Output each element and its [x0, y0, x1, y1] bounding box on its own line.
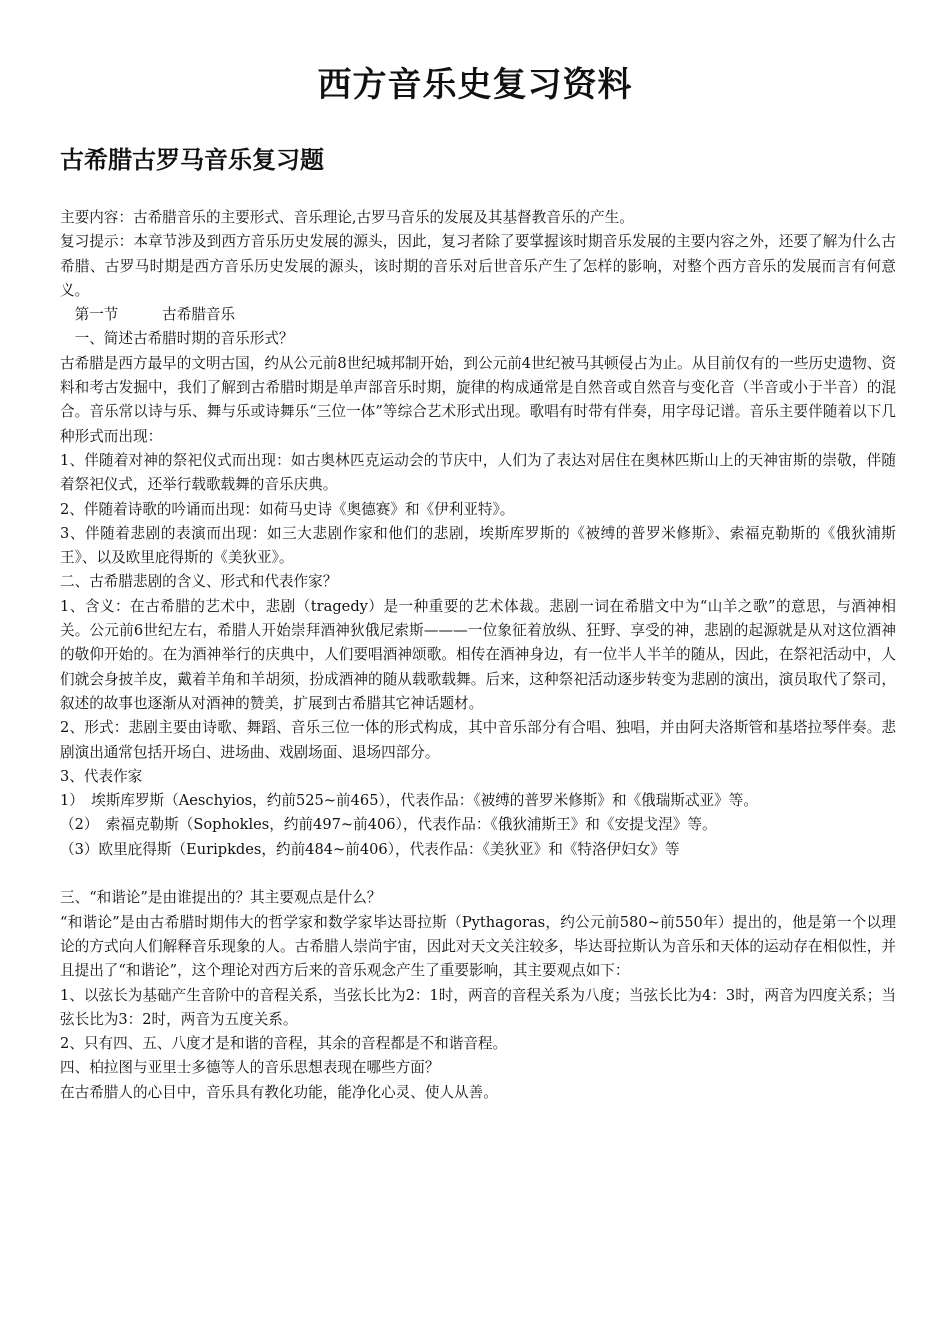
- paragraph-tragedy-meaning: 1、含义：在古希腊的艺术中，悲剧（tragedy）是一种重要的艺术体裁。悲剧一词在希腊文中为“山羊之歌”的意思，与酒神相关。公元前6世纪左右，希腊人开始崇拜酒神狄俄尼索斯———一位象征着放纵、狂野、享受的神，悲剧的起源就是从对这位酒神的敬仰开始的。在为酒神举行的庆典中，人们要唱酒神颂歌。相传在酒神身边，有一位半人半羊的随从，因此，在祭祀活动中，人们就会身披羊皮，戴着羊角和羊胡须，扮成酒神的随从载歌载舞。后来，这种祭祀活动逐步转变为悲剧的演出，演员取代了祭司，叙述的故事也逐渐从对酒神的赞美，扩展到古希腊其它神话题材。: [60, 597, 896, 712]
- document-body: [60, 206, 896, 1105]
- blank-line: [60, 862, 896, 886]
- harmony-point-1: 1、以弦长为基础产生音阶中的音程关系，当弦长比为2：1时，两音的音程关系为八度；当弦长比为4：3时，两音为四度关系；当弦长比为3：2时，两音为五度关系。: [60, 986, 896, 1028]
- author-item-2: （2） 索福克勒斯（Sophokles，约前497~前406），代表作品：《俄狄浦斯王》和《安提戈涅》等。: [60, 816, 717, 834]
- author-item-3: （3）欧里庇得斯（Euripkdes，约前484~前406），代表作品：《美狄亚》和《特洛伊妇女》等: [60, 840, 680, 858]
- section-heading: 古希腊古罗马音乐复习题: [60, 146, 324, 174]
- list-item-3: 3、伴随着悲剧的表演而出现：如三大悲剧作家和他们的悲剧，埃斯库罗斯的《被缚的普罗米修斯》、索福克勒斯的《俄狄浦斯王》、以及欧里庇得斯的《美狄亚》。: [60, 524, 896, 567]
- paragraph-music-education: 在古希腊人的心目中，音乐具有教化功能，能净化心灵、使人从善。: [60, 1083, 498, 1101]
- paragraph-harmony-theory: “和谐论”是由古希腊时期伟大的哲学家和数学家毕达哥拉斯（Pythagoras，约公元前580~前550年）提出的，他是第一个以理论的方式向人们解释音乐现象的人。古希腊人崇尚宇宙，因此对天文关注较多，毕达哥拉斯认为音乐和天体的运动存在相似性，并且提出了“和谐论”，这个理论对西方后来的音乐观念产生了重要影响，其主要观点如下：: [60, 913, 896, 980]
- document-title: 西方音乐史复习资料: [317, 65, 633, 105]
- paragraph-representatives: 3、代表作家: [60, 767, 143, 785]
- section-label-1: 第一节 古希腊音乐: [60, 306, 236, 324]
- harmony-point-2: 2、只有四、五、八度才是和谐的音程，其余的音程都是不和谐音程。: [60, 1035, 508, 1053]
- question-3: 三、“和谐论”是由谁提出的？其主要观点是什么？: [60, 889, 382, 907]
- question-4: 四、柏拉图与亚里士多德等人的音乐思想表现在哪些方面？: [60, 1059, 440, 1077]
- author-item-1: 1） 埃斯库罗斯（Aeschyios，约前525~前465），代表作品：《被缚的普罗米修斯》和《俄瑞斯忒亚》等。: [60, 792, 758, 810]
- paragraph-tragedy-form: 2、形式：悲剧主要由诗歌、舞蹈、音乐三位一体的形式构成，其中音乐部分有合唱、独唱，并由阿夫洛斯管和基塔拉琴伴奏。悲剧演出通常包括开场白、进场曲、戏剧场面、退场四部分。: [60, 719, 896, 761]
- paragraph-review-tip: 复习提示：本章节涉及到西方音乐历史发展的源头，因此，复习者除了要掌握该时期音乐发展的主要内容之外，还要了解为什么古希腊、古罗马时期是西方音乐历史发展的源头，该时期的音乐对后世音乐产生了怎样的影响，对整个西方音乐的发展而言有何意义。: [60, 233, 896, 299]
- question-2: 二、古希腊悲剧的含义、形式和代表作家？: [60, 573, 338, 591]
- list-item-2: 2、伴随着诗歌的吟诵而出现：如荷马史诗《奥德赛》和《伊利亚特》。: [60, 500, 515, 518]
- question-1: 一、简述古希腊时期的音乐形式？: [60, 330, 294, 348]
- list-item-1: 1、伴随着对神的祭祀仪式而出现：如古奥林匹克运动会的节庆中，人们为了表达对居住在奥林匹斯山上的天神宙斯的崇敬，伴随着祭祀仪式，还举行载歌载舞的音乐庆典。: [60, 451, 896, 494]
- paragraph-greece-intro: 古希腊是西方最早的文明古国，约从公元前8世纪城邦制开始，到公元前4世纪被马其顿侵占为止。从目前仅有的一些历史遗物、资料和考古发掘中，我们了解到古希腊时期是单声部音乐时期，旋律的构成通常是自然音或自然音与变化音（半音或小于半音）的混合。音乐常以诗与乐、舞与乐或诗舞乐“三位一体”等综合艺术形式出现。歌唱有时带有伴奏，用字母记谱。音乐主要伴随着以下几种形式而出现：: [60, 354, 896, 445]
- paragraph-main-content: 主要内容：古希腊音乐的主要形式、音乐理论,古罗马音乐的发展及其基督教音乐的产生。: [60, 209, 634, 226]
